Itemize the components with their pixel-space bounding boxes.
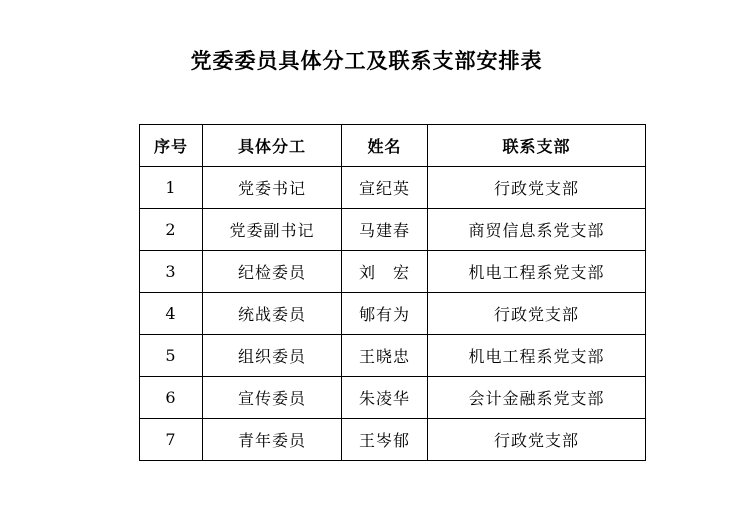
table-header-row bbox=[140, 125, 646, 167]
cell-duty: 组织委员 bbox=[203, 335, 342, 377]
table-row bbox=[140, 251, 646, 293]
document-title: 党委委员具体分工及联系支部安排表 bbox=[190, 49, 543, 73]
table-row bbox=[140, 419, 646, 461]
cell-index: 7 bbox=[140, 419, 203, 461]
cell-name: 朱凌华 bbox=[342, 377, 428, 419]
table-row bbox=[140, 209, 646, 251]
cell-branch: 机电工程系党支部 bbox=[428, 251, 646, 293]
cell-branch: 行政党支部 bbox=[428, 167, 646, 209]
cell-duty: 党委副书记 bbox=[203, 209, 342, 251]
cell-index: 1 bbox=[140, 167, 203, 209]
table-row bbox=[140, 167, 646, 209]
cell-duty: 宣传委员 bbox=[203, 377, 342, 419]
cell-name: 马建春 bbox=[342, 209, 428, 251]
header-index: 序号 bbox=[140, 125, 203, 167]
cell-name: 刘 宏 bbox=[342, 251, 428, 293]
cell-branch: 行政党支部 bbox=[428, 419, 646, 461]
assignment-table bbox=[139, 124, 646, 461]
cell-name: 宣纪英 bbox=[342, 167, 428, 209]
header-duty: 具体分工 bbox=[203, 125, 342, 167]
cell-index: 3 bbox=[140, 251, 203, 293]
header-branch: 联系支部 bbox=[428, 125, 646, 167]
table-row bbox=[140, 335, 646, 377]
table-row bbox=[140, 377, 646, 419]
cell-index: 4 bbox=[140, 293, 203, 335]
cell-duty: 党委书记 bbox=[203, 167, 342, 209]
cell-name: 郇有为 bbox=[342, 293, 428, 335]
cell-name: 王晓忠 bbox=[342, 335, 428, 377]
cell-index: 2 bbox=[140, 209, 203, 251]
cell-name: 王岑郁 bbox=[342, 419, 428, 461]
cell-duty: 纪检委员 bbox=[203, 251, 342, 293]
cell-branch: 机电工程系党支部 bbox=[428, 335, 646, 377]
cell-branch: 商贸信息系党支部 bbox=[428, 209, 646, 251]
header-name: 姓名 bbox=[342, 125, 428, 167]
table-row bbox=[140, 293, 646, 335]
cell-index: 5 bbox=[140, 335, 203, 377]
cell-duty: 统战委员 bbox=[203, 293, 342, 335]
cell-branch: 行政党支部 bbox=[428, 293, 646, 335]
cell-index: 6 bbox=[140, 377, 203, 419]
cell-branch: 会计金融系党支部 bbox=[428, 377, 646, 419]
cell-duty: 青年委员 bbox=[203, 419, 342, 461]
